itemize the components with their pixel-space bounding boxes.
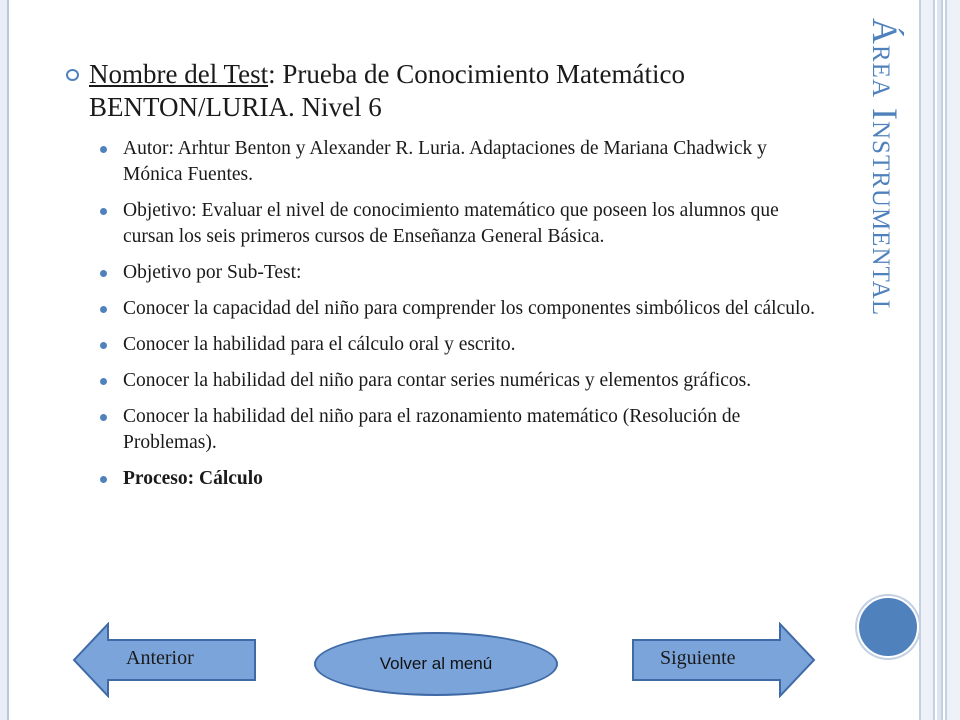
left-border (0, 0, 9, 720)
previous-button[interactable] (72, 622, 258, 698)
dot-bullet-icon (100, 306, 107, 313)
dot-bullet-icon (100, 270, 107, 277)
side-title (865, 18, 910, 438)
next-button[interactable] (630, 622, 816, 698)
list-item (100, 296, 826, 322)
dot-bullet-icon (100, 378, 107, 385)
list-item (100, 368, 826, 394)
test-name-text (89, 58, 826, 124)
decor-circle (857, 596, 919, 658)
next-button-label: Siguiente (660, 647, 736, 669)
test-name-label: Nombre del Test (89, 59, 269, 89)
main-bullet-item (66, 58, 826, 124)
list-item (100, 404, 826, 456)
ring-bullet-icon (66, 69, 79, 81)
list-item-text: Objetivo por Sub-Test: (123, 262, 302, 283)
right-decor-band-edge (945, 0, 960, 720)
list-item (100, 198, 826, 250)
list-item-text: Conocer la habilidad para el cálculo oral y escrito. (123, 334, 516, 355)
back-to-menu-button[interactable] (314, 632, 558, 696)
slide-content (66, 58, 826, 502)
dot-bullet-icon (100, 476, 107, 483)
dot-bullet-icon (100, 414, 107, 421)
list-item (100, 332, 826, 358)
dot-bullet-icon (100, 342, 107, 349)
test-name-value: : Prueba de Conocimiento Matemático BENTON/LURIA. Nivel 6 (89, 59, 685, 122)
list-item (100, 136, 826, 188)
sub-bullet-list (66, 136, 826, 492)
side-title-text: Área Instrumental (865, 18, 905, 317)
list-item-text: Conocer la capacidad del niño para comprender los componentes simbólicos del cálculo. (123, 298, 816, 319)
list-item-text: Autor: Arhtur Benton y Alexander R. Luria. Adaptaciones de Mariana Chadwick y Mónica Fuentes. (123, 138, 767, 185)
dot-bullet-icon (100, 146, 107, 153)
list-item-text: Objetivo: Evaluar el nivel de conocimiento matemático que poseen los alumnos que cursan los seis primeros cursos de Enseñanza General Básica. (123, 200, 779, 247)
previous-button-label: Anterior (126, 647, 194, 669)
list-item (100, 260, 826, 286)
right-decor-band (919, 0, 935, 720)
dot-bullet-icon (100, 208, 107, 215)
back-to-menu-label: Volver al menú (379, 654, 493, 673)
right-decor-band-thin (937, 0, 943, 720)
list-item-text: Conocer la habilidad del niño para el razonamiento matemático (Resolución de Problemas). (123, 406, 741, 453)
list-item-text: Proceso: Cálculo (123, 468, 263, 489)
list-item (100, 466, 826, 492)
list-item-text: Conocer la habilidad del niño para contar series numéricas y elementos gráficos. (123, 370, 752, 391)
